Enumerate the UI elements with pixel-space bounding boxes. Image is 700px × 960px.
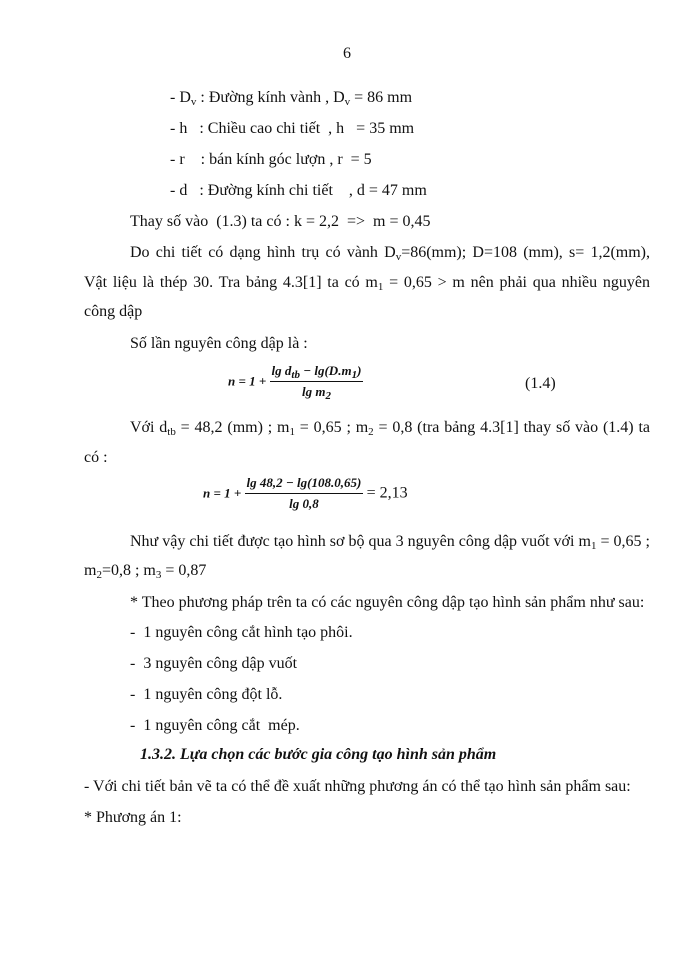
section-heading: 1.3.2. Lựa chọn các bước gia công tạo hình sản phẩm (140, 746, 497, 763)
param-r: - r : bán kính góc lượn , r = 5 (170, 151, 372, 168)
formula-1-number: (1.4) (525, 375, 556, 392)
conclusion-line2: $m_2=0,8$ ; $m_3 = 0,87$ (84, 562, 207, 581)
substitute-line: Thay số vào (1.3) ta có : k = 2,2 => m = 0,45 (130, 213, 431, 230)
count-label: Số lần nguyên công dập là : (130, 335, 308, 352)
operation-item: - 1 nguyên công cắt hình tạo phôi. (130, 624, 353, 641)
param-h: - h : Chiều cao chi tiết , h = 35 mm (170, 120, 415, 137)
values-line1: Với $d_{tb} = 48,2$ (mm) ; $m_1 = 0,65$ ; $m_2 = 0,8$ (tra bảng 4.3[1] thay số vào (1.4) ta (130, 419, 650, 438)
param-dv: - $D_v$ : Đường kính vành , $D_v = 86$ mm (170, 89, 413, 108)
operation-item: - 3 nguyên công dập vuốt (130, 655, 298, 672)
cylinder-para-line2: Vật liệu là thép 30. Tra bảng 4.3[1] ta có $m_1 = 0,65 > m$ nên phải qua nhiều nguyên (84, 274, 651, 293)
operation-item: - 1 nguyên công cắt mép. (130, 717, 300, 734)
cylinder-para-line1: Do chi tiết có dạng hình trụ có vành $D_v=86(mm)$; D=108 (mm), s= 1,2(mm), (130, 244, 650, 263)
page-number: 6 (343, 45, 351, 62)
option-1-label: * Phương án 1: (84, 809, 182, 826)
formula-2: n = 1 + $\frac{\lg 48,2 - \lg(108.0,65)}{\lg 0,8}$ = 2,13 (203, 475, 408, 511)
operation-item: - 1 nguyên công đột lỗ. (130, 686, 283, 703)
proposal-intro: - Với chi tiết bản vẽ ta có thể đề xuất những phương án có thể tạo hình sản phẩm sau: (84, 778, 631, 795)
param-d: - d : Đường kính chi tiết , d = 47 mm (170, 182, 427, 199)
values-line2: có : (84, 449, 108, 466)
conclusion-line1: Như vậy chi tiết được tạo hình sơ bộ qua 3 nguyên công dập vuốt với $m_1 = 0,65$ ; (130, 533, 650, 552)
method-intro: * Theo phương pháp trên ta có các nguyên công dập tạo hình sản phẩm như sau: (130, 594, 645, 611)
formula-1: n = 1 + $\frac{\lg d_{tb} - \lg(D.m_1)}{\lg m_2}$ (228, 363, 362, 402)
cylinder-para-line3: công dập (84, 303, 143, 320)
